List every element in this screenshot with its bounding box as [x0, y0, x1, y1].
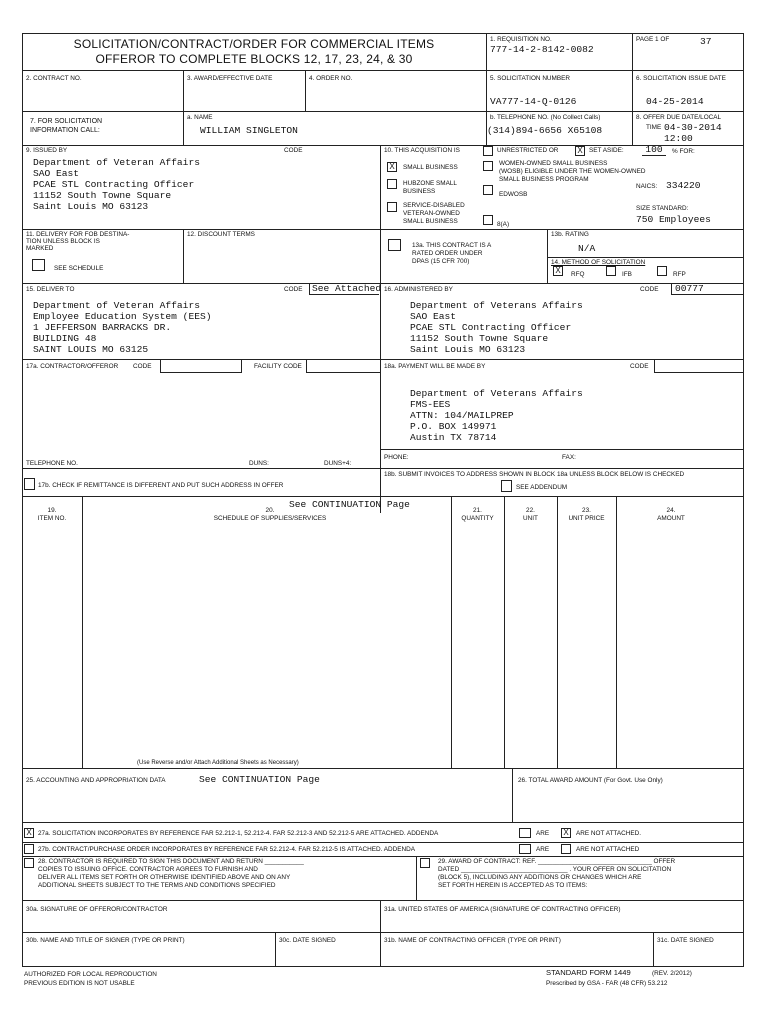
27a-are-label: ARE [536, 830, 550, 837]
rule [380, 449, 744, 450]
phone-value[interactable]: (314)894-6656 X65108 [487, 125, 603, 136]
administered-by-label: 16. ADMINISTERED BY [384, 286, 453, 293]
rule [451, 496, 452, 768]
footer-revision: (REV. 2/2012) [652, 970, 692, 977]
clause-27a-text: 27a. SOLICITATION INCORPORATES BY REFERENCE FAR 52.212-1, 52.212-4. FAR 52.212-3 AND 52.212-5 ARE ATTACHED. ADDENDA [38, 830, 439, 837]
see-schedule-label: SEE SCHEDULE [54, 265, 104, 272]
rule [22, 111, 744, 112]
issue-date-label: 6. SOLICITATION ISSUE DATE [636, 75, 726, 82]
remittance-checkbox[interactable] [24, 478, 35, 490]
rule [275, 932, 276, 966]
27a-are-not-checkbox[interactable]: X [561, 828, 571, 838]
rating-label: 13b. RATING [551, 231, 589, 238]
size-standard-label: SIZE STANDARD: [636, 205, 689, 212]
clause-27a-checkbox[interactable]: X [24, 828, 34, 838]
facility-code-field[interactable] [306, 359, 380, 373]
clause-27b-text: 27b. CONTRACT/PURCHASE ORDER INCORPORATES BY REFERENCE FAR 52.212-4. FAR 52.212-5 IS ATTACHED. ADDENDA [38, 846, 416, 853]
rule [22, 768, 744, 769]
rfp-label: RFP [673, 271, 686, 278]
rule [743, 33, 744, 966]
offer-due-time[interactable]: 12:00 [664, 133, 693, 144]
set-aside-checkbox[interactable]: X [575, 146, 585, 156]
hubzone-checkbox[interactable] [387, 179, 397, 189]
accounting-value[interactable]: See CONTINUATION Page [199, 774, 320, 785]
clause-28-text: 28. CONTRACTOR IS REQUIRED TO SIGN THIS DOCUMENT AND RETURN ___________ COPIES TO ISSUING OFFICE. CONTRACTOR AGREES TO FURNISH AND DELIVER ALL ITEMS SET FORTH OR OTHERWISE IDENTIFIED ABOVE AND ON ANY ADDITIONAL SHEETS SUBJECT TO THE TERMS AND CONDITIONS SPECIFIED [38, 858, 304, 889]
footer-form-name: STANDARD FORM 1449 [546, 968, 631, 977]
col-quantity: 21. QUANTITY [461, 507, 494, 522]
rule [380, 145, 381, 513]
27b-are-not-checkbox[interactable] [561, 844, 571, 854]
small-business-checkbox[interactable]: X [387, 162, 397, 172]
rule [22, 842, 744, 843]
small-business-label: SMALL BUSINESS [403, 164, 458, 171]
wosb-checkbox[interactable] [483, 161, 493, 171]
deliver-to-address: Department of Veteran Affairs Employee Education System (EES) 1 JEFFERSON BARRACKS DR. BUILDING 48 SAINT LOUIS MO 63125 [33, 300, 212, 355]
payment-label: 18a. PAYMENT WILL BE MADE BY [384, 363, 486, 370]
rule [22, 229, 744, 230]
rule [380, 900, 381, 966]
rfp-checkbox[interactable] [657, 266, 667, 276]
phone-label: b. TELEPHONE NO. (No Collect Calls) [490, 114, 601, 121]
rule [512, 768, 513, 822]
award-date-label: 3. AWARD/EFFECTIVE DATE [187, 75, 273, 82]
rule [416, 856, 417, 900]
solicitation-no-value[interactable]: VA777-14-Q-0126 [490, 96, 577, 107]
payment-phone-label: PHONE: [384, 454, 409, 461]
wosb-label: WOMEN-OWNED SMALL BUSINESS (WOSB) ELIGIBLE UNDER THE WOMEN-OWNED SMALL BUSINESS PROGRAM [499, 160, 646, 183]
edwosb-label: EDWOSB [499, 191, 528, 198]
solicitation-no-label: 5. SOLICITATION NUMBER [490, 75, 571, 82]
issue-date-value[interactable]: 04-25-2014 [646, 96, 704, 107]
hubzone-label: HUBZONE SMALL BUSINESS [403, 180, 457, 195]
order-no-label: 4. ORDER NO. [309, 75, 353, 82]
administered-code-value[interactable]: 00777 [671, 283, 743, 295]
duns-label: DUNS: [249, 460, 269, 467]
see-addendum-label: SEE ADDENDUM [516, 484, 568, 491]
rule [183, 229, 184, 283]
rule [504, 496, 505, 768]
discount-terms-label: 12. DISCOUNT TERMS [187, 231, 255, 238]
payment-code-label: CODE [630, 363, 649, 370]
officer-name-label: 31b. NAME OF CONTRACTING OFFICER (TYPE OR PRINT) [384, 937, 561, 944]
rule [22, 932, 744, 933]
clause-28-checkbox[interactable] [24, 858, 34, 868]
set-aside-label: SET ASIDE: [589, 147, 624, 154]
size-standard-value[interactable]: 750 Employees [636, 214, 711, 225]
page-label: PAGE 1 OF [636, 36, 670, 43]
rule [547, 229, 548, 283]
col-item-no: 19. ITEM NO. [37, 507, 67, 522]
rule [653, 932, 654, 966]
rated-order-label: 13a. THIS CONTRACT IS A RATED ORDER UNDER DPAS (15 CFR 700) [412, 242, 492, 265]
issued-by-label: 9. ISSUED BY [26, 147, 68, 154]
form-title-line1: SOLICITATION/CONTRACT/ORDER FOR COMMERCIAL ITEMS [73, 37, 435, 51]
offer-due-date[interactable]: 04-30-2014 [664, 122, 722, 133]
eight-a-checkbox[interactable] [483, 215, 493, 225]
rule [22, 856, 744, 857]
footer-prescribed: Prescribed by GSA - FAR (48 CFR) 53.212 [546, 980, 668, 987]
name-value[interactable]: WILLIAM SINGLETON [200, 125, 298, 136]
page-total: 37 [700, 36, 712, 47]
footer-reproduction-note: AUTHORIZED FOR LOCAL REPRODUCTION PREVIOUS EDITION IS NOT USABLE [24, 971, 157, 987]
payment-address: Department of Veterans Affairs FMS-EES ATTN: 104/MAILPREP P.O. BOX 149971 Austin TX 78714 [410, 388, 583, 443]
deliver-code-value[interactable]: See Attached [309, 283, 379, 295]
requisition-value[interactable]: 777-14-2-8142-0082 [490, 44, 594, 55]
rule [22, 33, 23, 966]
col-unit: 22. UNIT [523, 507, 538, 522]
rule [22, 966, 744, 967]
delivery-fob-label: 11. DELIVERY FOR FOB DESTINA- TION UNLESS BLOCK IS MARKED [26, 231, 130, 252]
rule [22, 33, 744, 34]
rule [616, 496, 617, 768]
clause-29-checkbox[interactable] [420, 858, 430, 868]
rule [22, 70, 744, 71]
contractor-code-label: CODE [133, 363, 152, 370]
27a-are-not-label: ARE NOT ATTACHED. [576, 830, 641, 837]
eight-a-label: 8(A) [497, 221, 510, 228]
clause-27b-checkbox[interactable] [24, 844, 34, 854]
requisition-label: 1. REQUISITION NO. [490, 36, 552, 43]
rule [22, 283, 744, 284]
deliver-code-label: CODE [284, 286, 303, 293]
reverse-note: (Use Reverse and/or Attach Additional Sheets as Necessary) [137, 760, 299, 766]
rule [22, 359, 744, 360]
signer-name-label: 30b. NAME AND TITLE OF SIGNER (TYPE OR PRINT) [26, 937, 185, 944]
payment-fax-label: FAX: [562, 454, 576, 461]
method-label: 14. METHOD OF SOLICITATION [551, 259, 646, 266]
col-unit-price: 23. UNIT PRICE [568, 507, 605, 522]
contract-no-label: 2. CONTRACT NO. [26, 75, 82, 82]
rule [22, 496, 744, 497]
officer-date-label: 31c. DATE SIGNED [657, 937, 714, 944]
form-title-line2: OFFEROR TO COMPLETE BLOCKS 12, 17, 23, 24, & 30 [95, 52, 413, 66]
signature-officer-label: 31a. UNITED STATES OF AMERICA (SIGNATURE OF CONTRACTING OFFICER) [384, 906, 621, 913]
sdvosb-label: SERVICE-DISABLED VETERAN-OWNED SMALL BUSINESS [403, 202, 465, 225]
unrestricted-checkbox[interactable] [483, 146, 493, 156]
schedule-continuation-note: See CONTINUATION Page [289, 499, 410, 510]
27b-are-not-label: ARE NOT ATTACHED [576, 846, 640, 853]
acquisition-label: 10. THIS ACQUISITION IS [384, 147, 460, 154]
col-schedule: 20. SCHEDULE OF SUPPLIES/SERVICES [213, 507, 327, 522]
sdvosb-checkbox[interactable] [387, 202, 397, 212]
time-label: TIME [646, 124, 662, 131]
contractor-label: 17a. CONTRACTOR/OFFEROR [26, 363, 119, 370]
naics-label: NAICS: [636, 183, 658, 190]
addendum-checkbox[interactable] [501, 480, 512, 492]
offer-due-label: 8. OFFER DUE DATE/LOCAL [636, 114, 722, 121]
27b-are-label: ARE [536, 846, 550, 853]
ifb-label: IFB [622, 271, 632, 278]
name-label: a. NAME [187, 114, 213, 121]
deliver-to-label: 15. DELIVER TO [26, 286, 75, 293]
signer-date-label: 30c. DATE SIGNED [279, 937, 336, 944]
rated-order-checkbox[interactable] [388, 239, 401, 251]
rating-value[interactable]: N/A [578, 243, 596, 254]
rule [183, 70, 184, 145]
rule [82, 496, 83, 768]
unrestricted-label: UNRESTRICTED OR [497, 147, 559, 154]
rule [557, 496, 558, 768]
27b-are-checkbox[interactable] [519, 844, 531, 854]
edwosb-checkbox[interactable] [483, 185, 493, 195]
administered-code-label: CODE [640, 286, 659, 293]
submit-invoices-label: 18b. SUBMIT INVOICES TO ADDRESS SHOWN IN BLOCK 18a UNLESS BLOCK BELOW IS CHECKED [384, 471, 685, 478]
contractor-code-field[interactable] [160, 359, 242, 373]
issued-by-address: Department of Veteran Affairs SAO East PCAE STL Contracting Officer 11152 South Towne Square Saint Louis MO 63123 [33, 157, 200, 212]
see-schedule-checkbox[interactable] [32, 259, 45, 271]
total-award-label: 26. TOTAL AWARD AMOUNT (For Govt. Use Only) [518, 777, 663, 784]
rule [547, 257, 744, 258]
rule [22, 145, 744, 146]
accounting-label: 25. ACCOUNTING AND APPROPRIATION DATA [26, 777, 166, 784]
issued-code-label: CODE [284, 147, 303, 154]
ifb-checkbox[interactable] [606, 266, 616, 276]
duns4-label: DUNS+4: [324, 460, 352, 467]
rule [22, 900, 744, 901]
rule [305, 70, 306, 111]
percent-for-label: % FOR: [672, 148, 695, 155]
rule [22, 822, 744, 823]
naics-value[interactable]: 334220 [666, 180, 701, 191]
rule [22, 468, 744, 469]
remittance-label: 17b. CHECK IF REMITTANCE IS DIFFERENT AND PUT SUCH ADDRESS IN OFFER [38, 482, 284, 489]
col-amount: 24. AMOUNT [657, 507, 685, 522]
clause-29-text: 29. AWARD OF CONTRACT: REF. ________________________________ OFFER DATED ______________________________ . YOUR OFFER ON SOLICITATION (BLOCK 5), INCLUDING ANY ADDITIONS OR CHANGES WHICH ARE SET FORTH HEREIN IS ACCEPTED AS TO ITEMS: [438, 858, 676, 889]
rfq-checkbox[interactable]: X [553, 266, 563, 276]
administered-by-address: Department of Veterans Affairs SAO East PCAE STL Contracting Officer 11152 South Towne Square Saint Louis MO 63123 [410, 300, 583, 355]
signature-offeror-label: 30a. SIGNATURE OF OFFEROR/CONTRACTOR [26, 906, 168, 913]
rule [632, 33, 633, 145]
facility-code-label: FACILITY CODE [254, 363, 302, 370]
payment-code-field[interactable] [654, 359, 744, 373]
set-aside-percent[interactable]: 100 [642, 144, 666, 156]
rfq-label: RFQ [571, 271, 585, 278]
27a-are-checkbox[interactable] [519, 828, 531, 838]
for-solicitation-label: 7. FOR SOLICITATION INFORMATION CALL: [30, 118, 103, 134]
telephone-label: TELEPHONE NO. [26, 460, 78, 467]
